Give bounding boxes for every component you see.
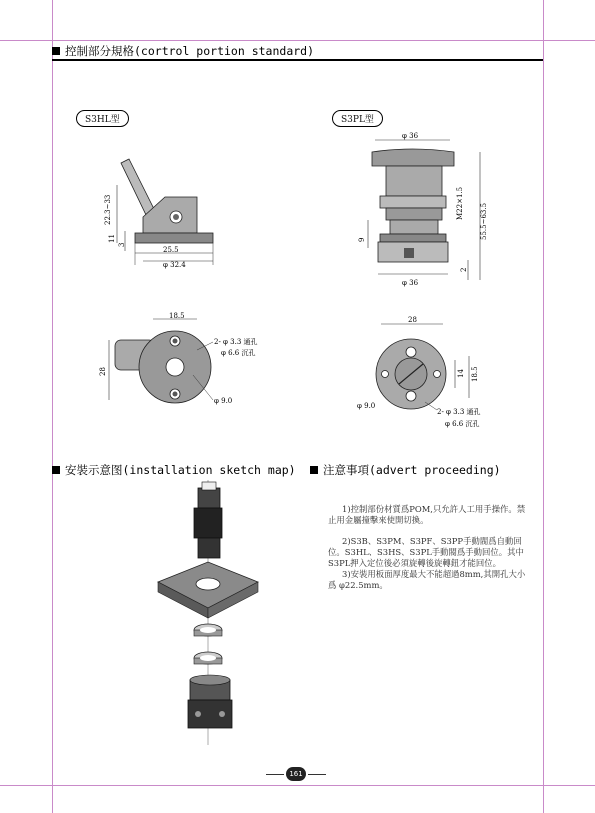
page-number-line-right — [308, 774, 326, 775]
dim-s3pl-hole2: φ 6.6 沉孔 — [445, 420, 480, 428]
frame-line-bottom — [0, 785, 595, 786]
section-title-advert — [310, 462, 501, 478]
dim-s3pl-28: 28 — [408, 316, 417, 324]
advert-notes — [328, 504, 533, 601]
dim-s3hl-324: φ 32.4 — [163, 261, 186, 269]
frame-line-right — [543, 0, 544, 813]
dim-s3hl-hole1: 2- φ 3.3 通孔 — [214, 338, 258, 346]
dim-s3pl-185: 18.5 — [471, 366, 479, 382]
installation-sketch — [150, 480, 260, 750]
model-label-s3hl: S3HL型 — [76, 110, 129, 127]
square-bullet-icon — [52, 466, 60, 474]
square-bullet-icon — [52, 47, 60, 55]
page-number: 161 — [286, 767, 306, 781]
frame-line-left — [52, 0, 53, 813]
control-title-text: 控制部分規格(cortrol portion standard) — [65, 44, 315, 58]
note-3: 3)安裝用板面厚度最大不能超過8mm,其開孔大小爲 φ22.5mm。 — [328, 569, 526, 590]
dim-s3hl-28: 28 — [99, 367, 107, 376]
dim-s3pl-9: 9 — [358, 237, 366, 242]
frame-line-top — [0, 40, 595, 41]
dim-s3pl-height: 55.5~63.5 — [480, 202, 488, 240]
section-title-control — [52, 43, 314, 59]
header-rule — [52, 59, 543, 61]
page-number-line-left — [266, 774, 284, 775]
dim-s3pl-d36-bottom: φ 36 — [402, 279, 419, 287]
square-bullet-icon — [310, 466, 318, 474]
dim-s3pl-d36-top: φ 36 — [402, 132, 419, 140]
dim-s3hl-3: 3 — [118, 242, 126, 247]
install-title-text: 安裝示意图(installation sketch map) — [65, 463, 296, 477]
note-1: 1)控制部份材質爲POM,只允許人工用手操作。禁止用金屬撞擊來使開切換。 — [328, 504, 526, 525]
dim-s3pl-2: 2 — [460, 267, 468, 272]
dim-s3hl-255: 25.5 — [163, 246, 179, 254]
s3hl-top-drawing — [95, 310, 270, 420]
dim-s3hl-11: 11 — [108, 234, 116, 243]
dim-s3hl-d9: φ 9.0 — [214, 397, 233, 405]
dim-s3hl-height: 22.3~33 — [104, 194, 112, 225]
model-label-s3pl: S3PL型 — [332, 110, 383, 127]
dim-s3hl-185: 18.5 — [169, 312, 185, 320]
dim-s3pl-thread: M22×1.5 — [456, 186, 464, 220]
dim-s3pl-hole1: 2- φ 3.3 通孔 — [437, 408, 481, 416]
dim-s3pl-d9: φ 9.0 — [357, 402, 376, 410]
dim-s3pl-14: 14 — [457, 369, 465, 378]
s3pl-top-drawing — [355, 312, 515, 432]
advert-title-text: 注意事項(advert proceeding) — [323, 463, 501, 477]
note-2: 2)S3B、S3PM、S3PF、S3PP手動閥爲自動回位。S3HL、S3HS、S3PL手動閥爲手動回位。其中S3PL押入定位後必須旋轉後旋轉鈕才能回位。 — [328, 536, 524, 568]
dim-s3hl-hole2: φ 6.6 沉孔 — [221, 349, 256, 357]
s3pl-side-drawing — [350, 130, 500, 305]
s3hl-side-drawing — [95, 155, 235, 275]
section-title-install — [52, 462, 296, 478]
